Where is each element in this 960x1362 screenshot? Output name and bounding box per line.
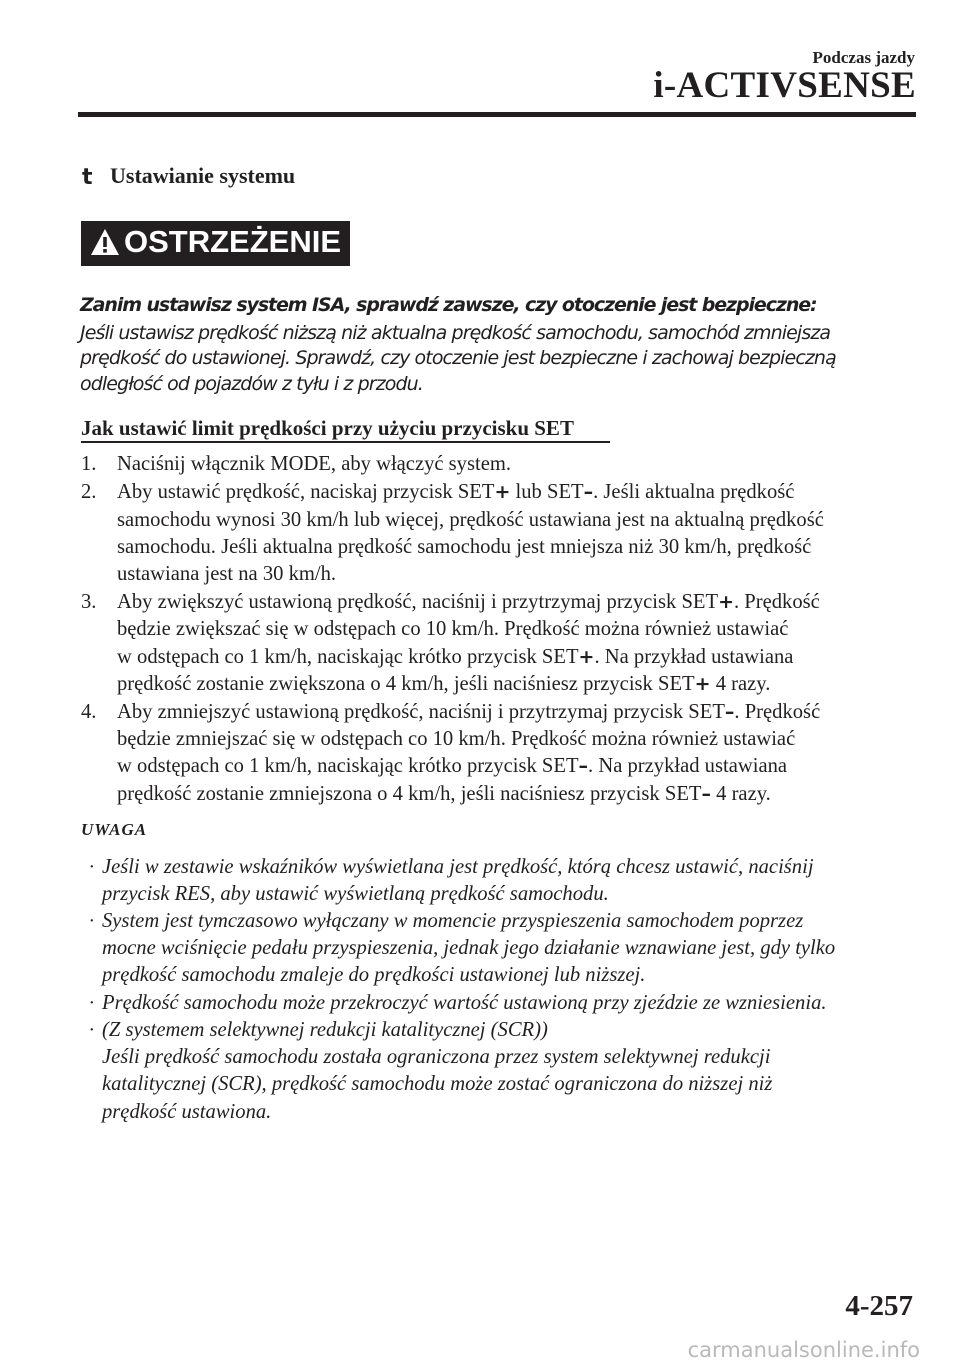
note-bullet: ·: [89, 1019, 94, 1041]
note-bullet: ·: [89, 856, 94, 878]
note-line: Jeśli prędkość samochodu została ograniczona przez system selektywnej redukcji: [102, 1046, 771, 1068]
step-line: będzie zmniejszać się w odstępach co 10 km/h. Prędkość można również ustawiać: [117, 728, 796, 750]
step-line: Aby zmniejszyć ustawioną prędkość, naciśnij i przytrzymaj przycisk SET–. Prędkość: [117, 701, 821, 723]
step-number: 2.: [81, 481, 97, 503]
step-number: 4.: [81, 701, 97, 723]
step-line: prędkość zostanie zmniejszona o 4 km/h, jeśli naciśniesz przycisk SET– 4 razy.: [117, 783, 771, 805]
step-line: prędkość zostanie zwiększona o 4 km/h, jeśli naciśniesz przycisk SET+ 4 razy.: [117, 673, 771, 695]
minus-icon: –: [701, 783, 711, 805]
step-line: będzie zwiększać się w odstępach co 10 km/h. Prędkość można również ustawiać: [117, 618, 789, 640]
note-line: (Z systemem selektywnej redukcji katalitycznej (SCR)): [102, 1019, 548, 1041]
watermark: carmanualsonline.info: [687, 1338, 920, 1362]
step-line: samochodu wynosi 30 km/h lub więcej, prędkość ustawiana jest na aktualną prędkość: [117, 509, 824, 531]
section-title: Ustawianie systemu: [110, 163, 296, 188]
step-line: Aby ustawić prędkość, naciskaj przycisk SET+ lub SET–. Jeśli aktualna prędkość: [117, 481, 795, 503]
minus-icon: –: [724, 701, 735, 723]
plus-icon: +: [494, 481, 511, 503]
warning-line: Jeśli ustawisz prędkość niższą niż aktualna prędkość samochodu, samochód zmniejsza: [80, 322, 831, 344]
step-number: 1.: [81, 453, 97, 475]
note-bullet: ·: [89, 910, 94, 932]
step-line: Naciśnij włącznik MODE, aby włączyć system.: [117, 453, 512, 475]
step-line: samochodu. Jeśli aktualna prędkość samochodu jest mniejsza niż 30 km/h, prędkość: [117, 536, 812, 558]
header-section-title: Podczas jazdy: [812, 48, 915, 67]
note-line: mocne wciśnięcie pedału przyspieszenia, jednak jego działanie wznawiane jest, gdy tylko: [102, 937, 836, 959]
subsection-underline: [81, 441, 610, 443]
step-line: w odstępach co 1 km/h, naciskając krótko przycisk SET+. Na przykład ustawiana: [117, 646, 794, 668]
note-line: prędkość samochodu zmaleje do prędkości ustawionej lub niższej.: [102, 964, 646, 986]
note-line: System jest tymczasowo wyłączany w momencie przyspieszenia samochodem poprzez: [102, 910, 804, 932]
note-line: przycisk RES, aby ustawić wyświetlaną prędkość samochodu.: [102, 883, 609, 905]
plus-icon: +: [694, 673, 711, 695]
step-line: w odstępach co 1 km/h, naciskając krótko przycisk SET–. Na przykład ustawiana: [117, 755, 788, 777]
note-line: Jeśli w zestawie wskaźników wyświetlana jest prędkość, którą chcesz ustawić, naciśnij: [102, 856, 814, 878]
step-number: 3.: [81, 591, 97, 613]
page-number: 4-257: [845, 1290, 913, 1322]
warning-line: odległość od pojazdów z tyłu i z przodu.: [80, 373, 423, 395]
step-line: ustawiana jest na 30 km/h.: [117, 563, 337, 585]
header-chapter-title: i-ACTIVSENSE: [653, 65, 916, 106]
header-rule: [78, 112, 916, 117]
note-line: katalitycznej (SCR), prędkość samochodu może zostać ograniczona do niższej niż: [102, 1073, 773, 1095]
minus-icon: –: [578, 755, 589, 777]
subsection-title: Jak ustawić limit prędkości przy użyciu przycisku SET: [81, 416, 574, 440]
plus-icon: +: [578, 646, 595, 668]
warning-line: prędkość do ustawionej. Sprawdź, czy otoczenie jest bezpieczne i zachowaj bezpieczną: [80, 347, 836, 369]
note-heading: UWAGA: [81, 820, 148, 839]
step-line: Aby zwiększyć ustawioną prędkość, naciśnij i przytrzymaj przycisk SET+. Prędkość: [117, 591, 820, 613]
section-marker: t: [82, 165, 93, 190]
warning-heading: Zanim ustawisz system ISA, sprawdź zawsze, czy otoczenie jest bezpieczne:: [80, 294, 817, 316]
note-line: prędkość ustawiona.: [102, 1101, 272, 1123]
note-bullet: ·: [89, 992, 94, 1014]
minus-icon: –: [583, 481, 594, 503]
warning-label: OSTRZEŻENIE: [124, 224, 342, 259]
plus-icon: +: [718, 591, 734, 613]
warning-triangle-icon: [90, 228, 120, 256]
note-line: Prędkość samochodu może przekroczyć wartość ustawioną przy zjeździe ze wzniesienia.: [102, 992, 827, 1014]
warning-banner: [81, 221, 350, 266]
